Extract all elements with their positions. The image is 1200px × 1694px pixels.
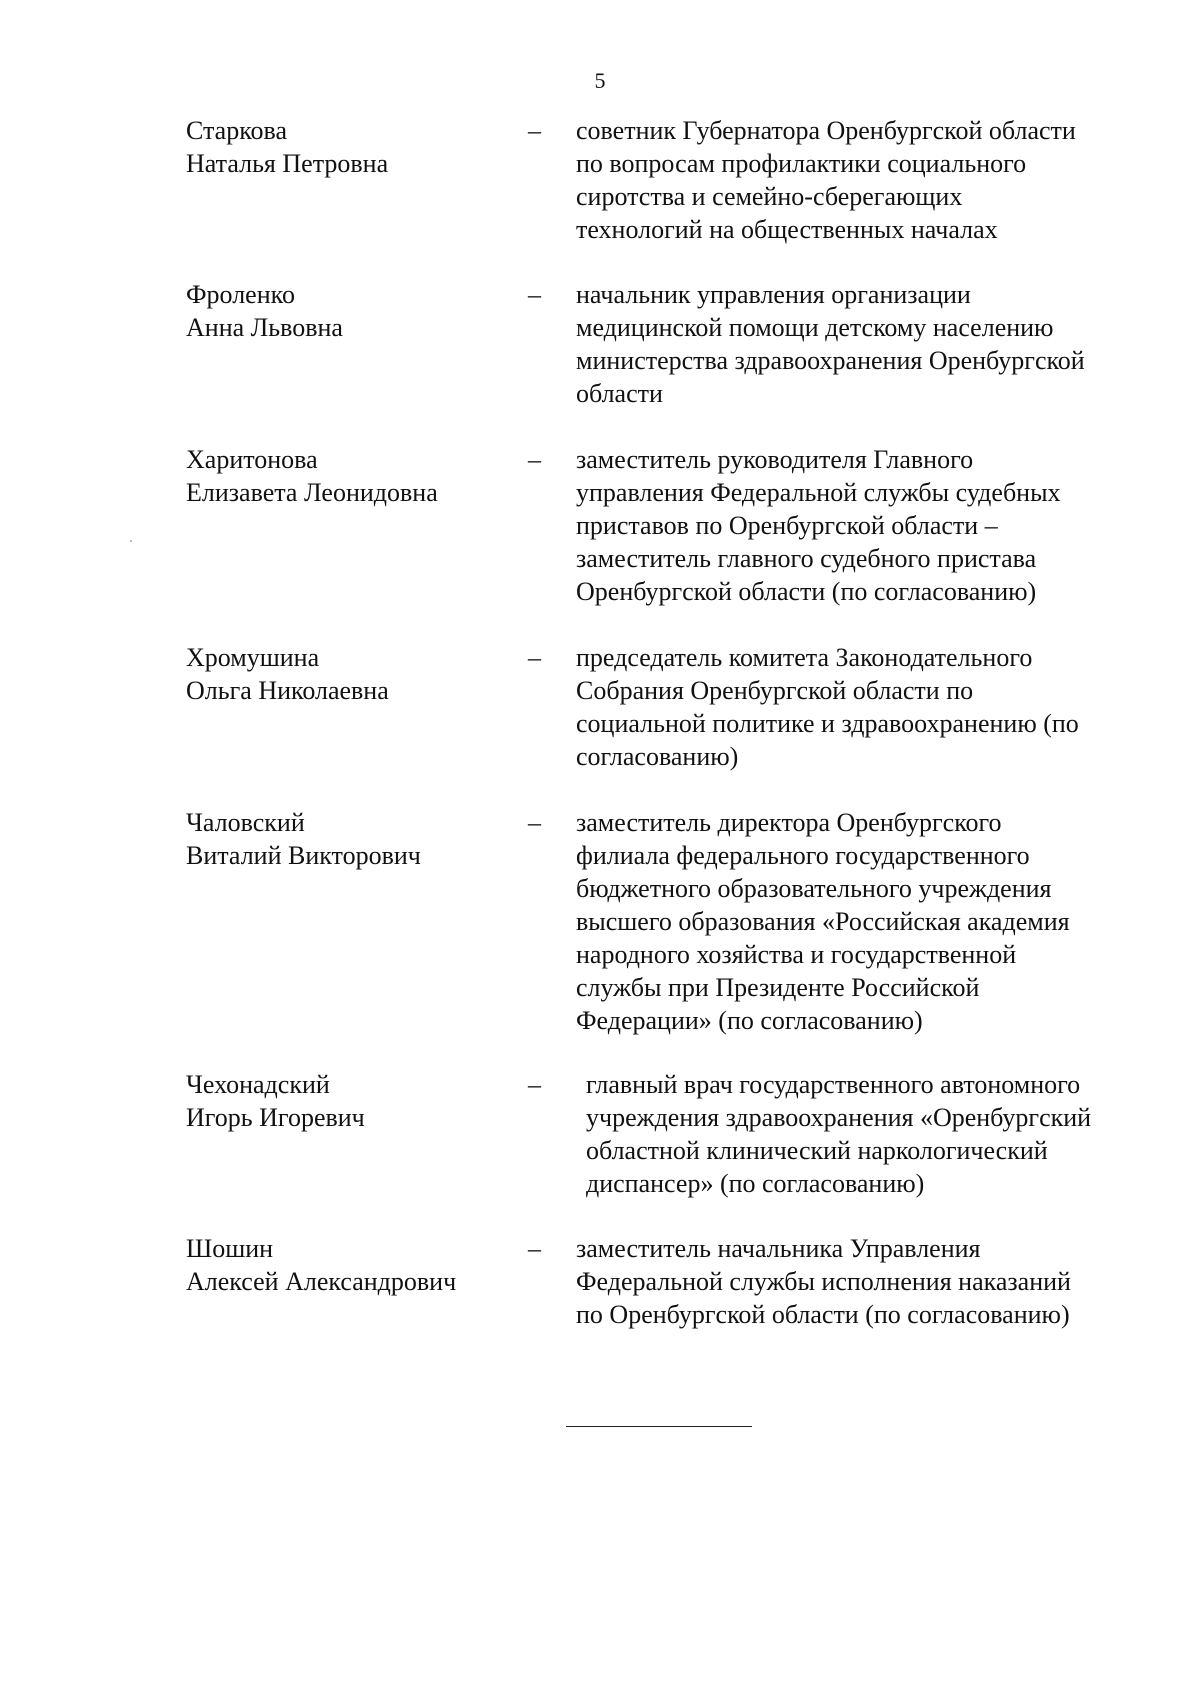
member-position: начальник управления организации медицинской помощи детскому населению министерства здравоохранения Оренбургской области <box>576 280 1085 408</box>
member-position: заместитель начальника Управления Федеральной службы исполнения наказаний по Оренбургской области (по согласованию) <box>576 1234 1071 1329</box>
member-name <box>186 806 516 872</box>
member-given-names: Игорь Игоревич <box>186 1103 365 1132</box>
dash-separator: – <box>528 1234 541 1263</box>
member-surname: Шошин <box>186 1234 274 1263</box>
member-name <box>186 443 516 509</box>
member-surname: Чехонадский <box>186 1070 330 1099</box>
member-given-names: Ольга Николаевна <box>186 676 389 705</box>
member-position: заместитель руководителя Главного управления Федеральной службы судебных приставов по Оренбургской области – заместитель главного судебного пристава Оренбургской области (по согласованию) <box>576 445 1061 606</box>
dash-separator: – <box>528 280 541 309</box>
member-given-names: Елизавета Леонидовна <box>186 478 438 507</box>
member-position: председатель комитета Законодательного Собрания Оренбургской области по социальной политике и здравоохранению (по согласованию) <box>576 643 1079 771</box>
member-given-names: Анна Львовна <box>186 313 343 342</box>
member-given-names: Наталья Петровна <box>186 149 389 178</box>
member-surname: Харитонова <box>186 445 318 474</box>
end-of-list-rule <box>566 1426 752 1427</box>
member-position: главный врач государственного автономного учреждения здравоохранения «Оренбургский областной клинический наркологический диспансер» (по согласованию) <box>586 1070 1092 1198</box>
member-name <box>186 278 516 344</box>
dash-separator: – <box>528 116 541 145</box>
member-name <box>186 641 516 707</box>
dash-separator: – <box>528 445 541 474</box>
member-surname: Хромушина <box>186 643 320 672</box>
member-surname: Чаловский <box>186 808 305 837</box>
member-surname: Фроленко <box>186 280 295 309</box>
page-number: 5 <box>594 68 606 93</box>
member-position: заместитель директора Оренбургского филиала федерального государственного бюджетного образовательного учреждения высшего образования «Российская академия народного хозяйства и государственной службы при Президенте Российской Федерации» (по согласованию) <box>576 808 1070 1035</box>
member-name <box>186 1068 516 1134</box>
member-surname: Старкова <box>186 116 288 145</box>
member-given-names: Алексей Александрович <box>186 1267 457 1296</box>
dash-separator: – <box>528 1070 541 1099</box>
dash-separator: – <box>528 808 541 837</box>
member-name <box>186 1232 516 1298</box>
member-given-names: Виталий Викторович <box>186 841 421 870</box>
member-position: советник Губернатора Оренбургской области по вопросам профилактики социального сиротства и семейно-сберегающих технологий на общественных началах <box>576 116 1076 244</box>
scan-speck <box>130 540 132 542</box>
member-name <box>186 114 516 180</box>
dash-separator: – <box>528 643 541 672</box>
